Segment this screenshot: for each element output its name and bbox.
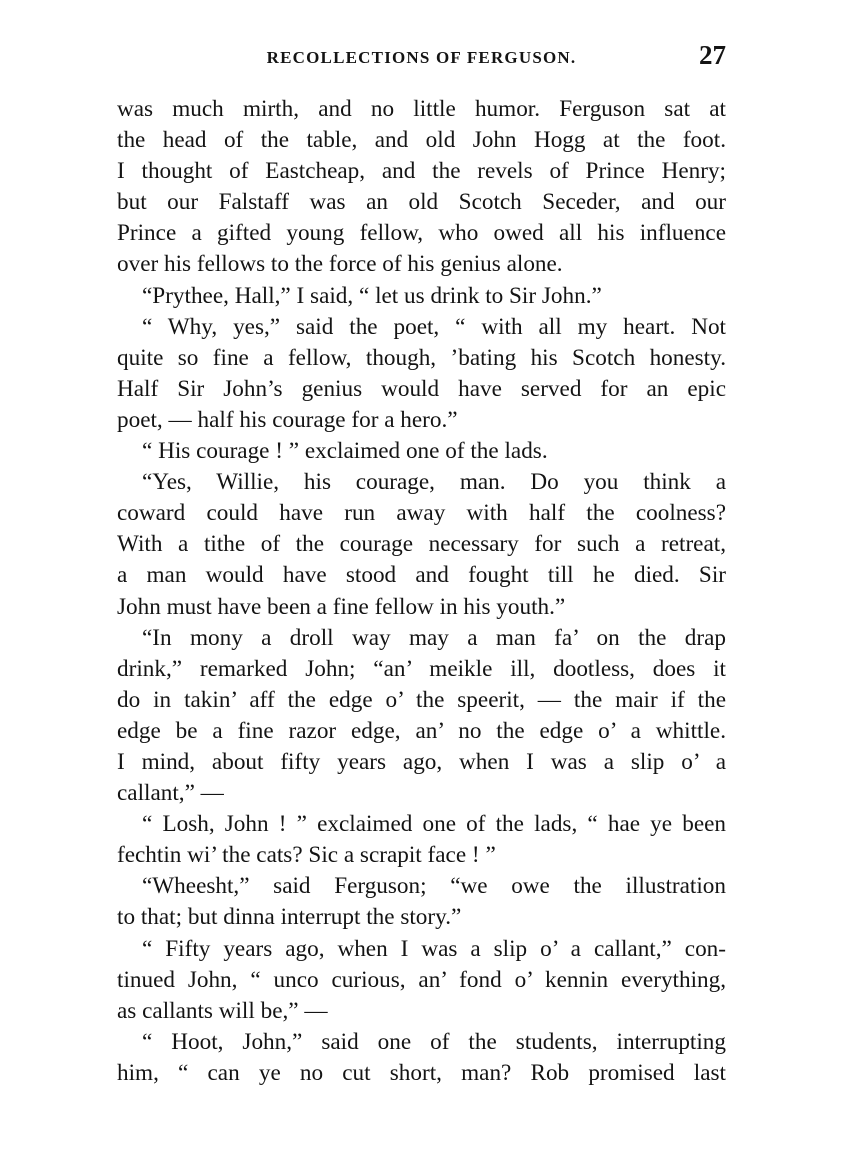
text-line: quite so fine a fellow, though, ’bating his Scotch honesty. xyxy=(117,344,726,371)
page-number: 27 xyxy=(699,40,726,70)
page-header xyxy=(117,38,726,78)
text-line: tinued John, “ unco curious, an’ fond o’ kennin everything, xyxy=(117,966,726,993)
text-line: drink,” remarked John; “an’ meikle ill, dootless, does it xyxy=(117,655,726,682)
text-line: “ His courage ! ” exclaimed one of the lads. xyxy=(142,438,548,465)
text-line: “In mony a droll way may a man fa’ on the drap xyxy=(142,624,726,651)
text-line: Prince a gifted young fellow, who owed all his influence xyxy=(117,220,726,247)
text-line: him, “ can ye no cut short, man? Rob promised last xyxy=(117,1059,726,1086)
text-line: edge be a fine razor edge, an’ no the edge o’ a whittle. xyxy=(117,717,726,744)
text-line: “ Losh, John ! ” exclaimed one of the lads, “ hae ye been xyxy=(142,811,726,838)
text-line: “ Hoot, John,” said one of the students, interrupting xyxy=(142,1028,726,1055)
text-line: I thought of Eastcheap, and the revels of Prince Henry; xyxy=(117,158,726,185)
text-line: do in takin’ aff the edge o’ the speerit, — the mair if the xyxy=(117,686,726,713)
text-line: With a tithe of the courage necessary for such a retreat, xyxy=(117,531,726,558)
text-line: Half Sir John’s genius would have served for an epic xyxy=(117,375,726,402)
body-text xyxy=(117,94,726,1089)
text-line: to that; but dinna interrupt the story.” xyxy=(117,904,462,931)
text-line: was much mirth, and no little humor. Ferguson sat at xyxy=(117,96,726,122)
text-line: as callants will be,” — xyxy=(117,997,328,1024)
text-line: over his fellows to the force of his genius alone. xyxy=(117,251,563,278)
text-line: coward could have run away with half the coolness? xyxy=(117,500,726,527)
text-line: poet, — half his courage for a hero.” xyxy=(117,406,458,433)
running-head: RECOLLECTIONS OF FERGUSON. xyxy=(266,48,577,67)
text-line: the head of the table, and old John Hogg at the foot. xyxy=(117,127,726,154)
text-line: but our Falstaff was an old Scotch Seceder, and our xyxy=(117,189,726,216)
text-line: “Yes, Willie, his courage, man. Do you think a xyxy=(142,469,726,496)
text-line: “Prythee, Hall,” I said, “ let us drink to Sir John.” xyxy=(142,282,602,309)
text-line: “Wheesht,” said Ferguson; “we owe the illustration xyxy=(142,873,726,900)
text-line: fechtin wi’ the cats? Sic a scrapit face ! ” xyxy=(117,842,496,869)
text-line: “ Why, yes,” said the poet, “ with all my heart. Not xyxy=(142,313,726,340)
text-line: I mind, about fifty years ago, when I was a slip o’ a xyxy=(117,748,726,775)
text-line: callant,” — xyxy=(117,780,224,807)
text-line: John must have been a fine fellow in his youth.” xyxy=(117,593,566,620)
text-line: “ Fifty years ago, when I was a slip o’ a callant,” con- xyxy=(142,935,726,962)
text-line: a man would have stood and fought till he died. Sir xyxy=(117,562,726,589)
